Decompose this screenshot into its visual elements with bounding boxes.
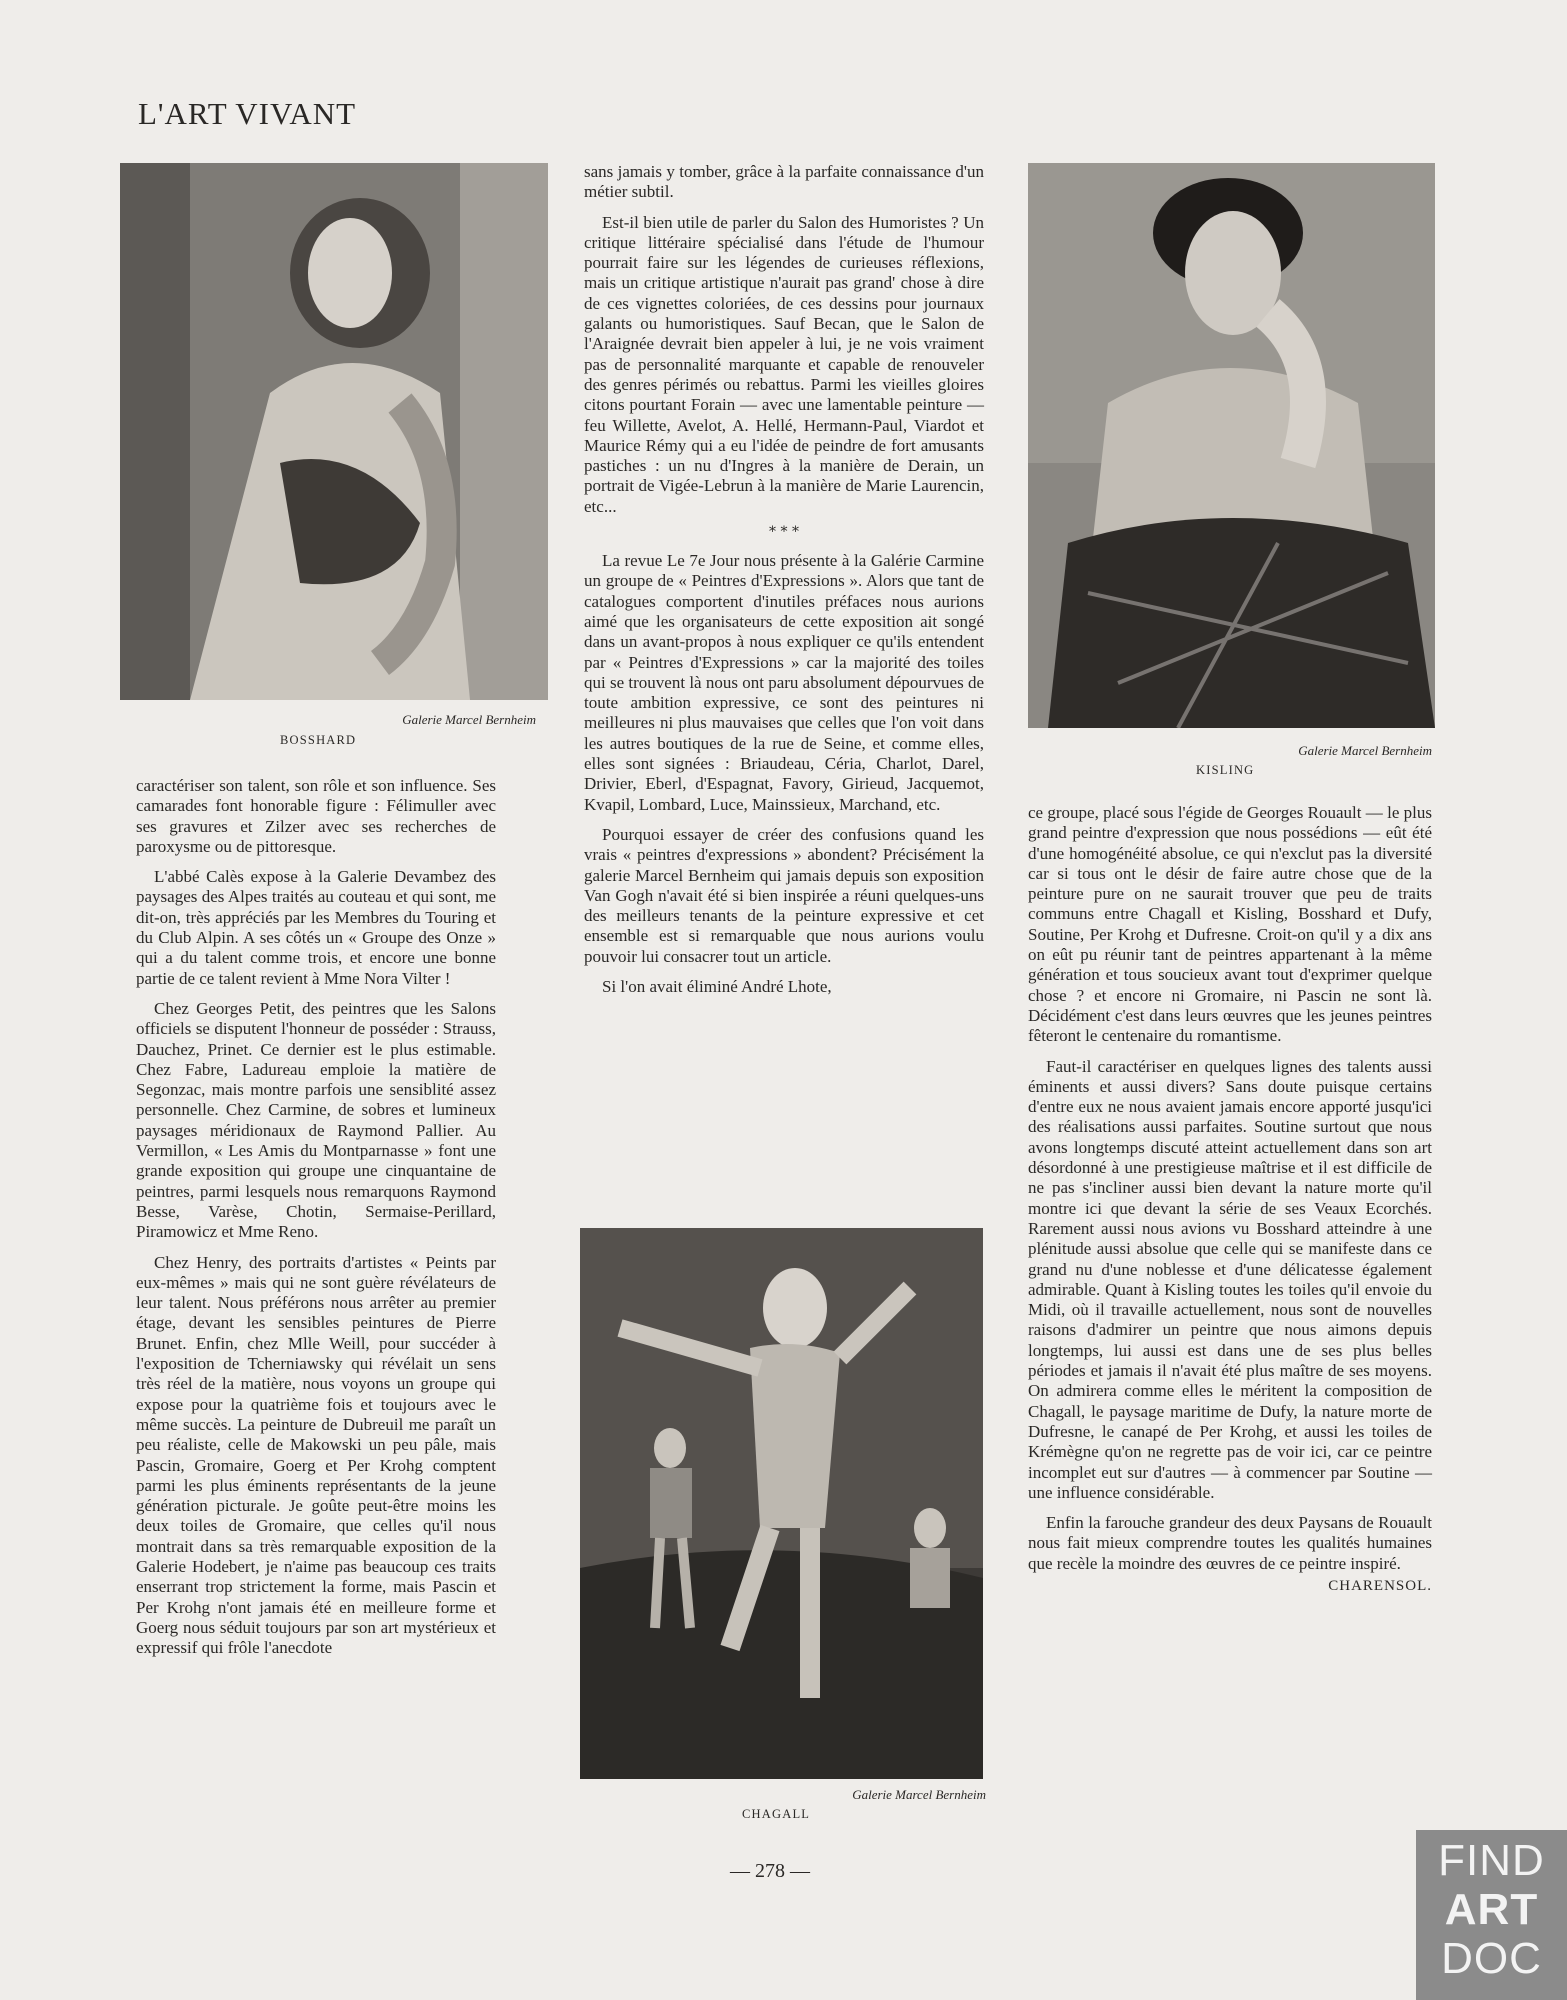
kisling-credit: Galerie Marcel Bernheim: [1298, 743, 1432, 758]
col2-paragraph-4: Pourquoi essayer de créer des confusions quand les vrais « peintres d'expressions » abondent? Précisément la galerie Marcel Bernheim qui jamais depuis son exposition Van Gogh n'avait été si bien inspirée a réuni quelques-uns des meilleurs tenants de la peinture expressive et cet ensemble est si remarquable que nous aurions voulu pouvoir lui consacrer tout un article.: [584, 824, 984, 966]
col3-paragraph-2: Faut-il caractériser en quelques lignes des talents aussi éminents et aussi divers? Sans doute puisque certains d'entre eux ne nous avaient jamais encore apporté jusqu'ici des réalisations aussi parfaites. Soutine surtout que nous avons longtemps discuté atteint actuellement dans son art désordonné à une prestigieuse maîtrise et il est difficile de ne pas s'incliner aussi bien devant la nature morte qu'il montre ici que devant la série de ses Veaux Ecorchés. Rarement aussi nous avions vu Bosshard atteindre à une plénitude aussi absolue que celle qui se manifeste dans ce grand nu d'une noblesse et d'une délicatesse également admirable. Quant à Kisling toutes les toiles qu'il envoie du Midi, où il travaille actuellement, nous sont de nouvelles raisons d'admirer un peintre que nous aimons depuis longtemps, lui aussi est dans une de ses plus belles périodes et jamais il n'avait été plus maître de ses moyens. On admirera comme elles le méritent la composition de Chagall, le paysage maritime de Dufy, la nature morte de Dufresne, le canapé de Per Krohg, et aussi les toiles de Krémègne qu'on ne regrette pas de voir ici, car ce peintre incomplet eut sur d'autres — à commencer par Soutine — une influence considérable.: [1028, 1056, 1432, 1502]
column-2-text: [584, 162, 984, 1007]
page-number: — 278 —: [730, 1860, 810, 1882]
kisling-caption: KISLING: [1196, 763, 1255, 777]
col2-paragraph-2: Est-il bien utile de parler du Salon des Humoristes ? Un critique littéraire spécialisé dans l'étude de l'humour pourrait faire sur les légendes de curieuses réflexions, mais un critique artistique n'aurait pas grand' chose à dire de ces vignettes coloriées, de ces dessins pour journaux galants ou humoristiques. Sauf Becan, que le Salon de l'Araignée devrait bien appeler à lui, je ne vois vraiment pas de personnalité marquante et capable de renouveler des genres périmés ou rebattus. Parmi les vieilles gloires citons pourtant Forain — avec une lamentable peinture — feu Willette, Avelot, A. Hellé, Hermann-Paul, Viardot et Maurice Rémy qui a eu l'idée de peindre de fort amusants pastiches : un nu d'Ingres à la manière de Derain, un portrait de Vigée-Lebrun à la manière de Marie Laurencin, etc...: [584, 212, 984, 516]
column-3-text: [1028, 803, 1432, 1595]
watermark-logo: [1416, 1830, 1567, 2000]
col2-paragraph-1: sans jamais y tomber, grâce à la parfaite connaissance d'un métier subtil.: [584, 162, 984, 202]
col1-paragraph-3: Chez Georges Petit, des peintres que les Salons officiels se disputent l'honneur de posséder : Strauss, Dauchez, Prinet. Ce dernier est le plus estimable. Chez Fabre, Ladureau emploie la matière de Segonzac, mais montre parfois une sensiblité assez personnelle. Chez Carmine, de sobres et lumineux paysages méridionaux de Raymond Pallier. Au Vermillon, « Les Amis du Montparnasse » font une grande exposition qui groupe une cinquantaine de peintres, parmi lesquels nous remarquons Raymond Besse, Varèse, Chotin, Sermaise-Perillard, Piramowicz et Mme Reno.: [136, 998, 496, 1242]
author-signature: CHARENSOL.: [1328, 1577, 1432, 1594]
col3-paragraph-1: ce groupe, placé sous l'égide de Georges Rouault — le plus grand peintre d'expression que nous possédions — eût été d'une homogénéité absolue, ce qui n'exclut pas la diversité car si tous ont le désir de faire autre chose que de la peinture pure on ne saurait trouver que peu de traits communs entre Chagall et Kisling, Bosshard et Dufy, Soutine, Per Krohg et Dufresne. Croit-on qu'il y a dix ans on eût pu réunir tant de peintres appartenant à la même génération et tous soucieux avant tout d'exprimer quelque chose ? et encore ni Gromaire, ni Pascin ne sont là. Décidément c'est dans leurs œuvres que les jeunes peintres fêteront le centenaire du romantisme.: [1028, 803, 1432, 1046]
watermark-line-3: DOC: [1441, 1934, 1542, 1983]
col1-paragraph-1: caractériser son talent, son rôle et son influence. Ses camarades font honorable figure : Félimuller avec ses gravures et Zilzer avec ses recherches de paroxysme ou de pittoresque.: [136, 776, 496, 856]
chagall-caption: CHAGALL: [742, 1807, 811, 1821]
chagall-painting-image: [580, 1228, 983, 1779]
col2-paragraph-5: Si l'on avait éliminé André Lhote,: [602, 976, 832, 996]
col3-paragraph-3: Enfin la farouche grandeur des deux Paysans de Rouault nous fait mieux comprendre toutes les qualités humaines que recèle la moindre des œuvres de ce peintre inspiré.: [1028, 1513, 1432, 1573]
watermark-line-1: FIND: [1438, 1836, 1545, 1885]
section-asterism: * * *: [769, 524, 799, 541]
running-title: L'ART VIVANT: [138, 96, 357, 131]
col2-paragraph-3: La revue Le 7e Jour nous présente à la Galérie Carmine un groupe de « Peintres d'Expressions ». Alors que tant de catalogues comportent d'inutiles préfaces nous aurions aimé que les organisateurs de cette exposition ait songé dans un avant-propos à nous expliquer ce qu'ils entendent par « Peintres d'Expressions » car la majorité des toiles qui se trouvent là nous ont paru absolument dépourvues de toute ambition expressive, ce sont des peintures ni meilleures ni plus mauvaises que celles que l'on voit dans les autres boutiques de la rue de Seine, et comme elles, elles sont signées : Briaudeau, Céria, Charlot, Darel, Drivier, Eberl, d'Espagnat, Favory, Girieud, Jacquemot, Kvapil, Lombard, Luce, Mainssieux, Marchand, etc.: [584, 551, 984, 814]
kisling-painting-image: [1028, 163, 1435, 728]
bosshard-caption: BOSSHARD: [280, 733, 357, 747]
col1-paragraph-4: Chez Henry, des portraits d'artistes « Peints par eux-mêmes » mais qui ne sont guère révélateurs de leur talent. Nous préférons nous arrêter au premier étage, devant les sensibles peintures de Pierre Brunet. Enfin, chez Mlle Weill, pour succéder à l'exposition de Tcherniawsky qui révélait un sens très réel de la matière, nous voyons un groupe qui expose pour la quatrième fois et toujours avec le même succès. La peinture de Dubreuil me paraît un peu réaliste, celle de Makowski un peu pâle, mais Pascin, Gromaire, Goerg et Per Krohg comptent parmi les plus éminents représentants de la jeune génération picturale. Je goûte peut-être moins les deux toiles de Gromaire, que celles qu'il nous montrait dans sa très remarquable exposition de la Galerie Hodebert, je n'aime pas beaucoup ces traits enserrant trop strictement la forme, mais Pascin et Per Krohg n'ont jamais été en meilleure forme et Goerg nous séduit toujours par son art mystérieux et expressif qui frôle l'anecdote: [136, 1252, 496, 1658]
column-1-text: [136, 776, 496, 1668]
col1-paragraph-2: L'abbé Calès expose à la Galerie Devambez des paysages des Alpes traités au couteau et qui sont, me dit-on, très appréciés par les Membres du Touring et du Club Alpin. A ses côtés un « Groupe des Onze » qui a du talent comme trois, et encore une bonne partie de ce talent revient à Mme Nora Vilter !: [136, 867, 496, 988]
chagall-credit: Galerie Marcel Bernheim: [852, 1787, 986, 1802]
watermark-line-2: ART: [1444, 1885, 1539, 1934]
bosshard-credit: Galerie Marcel Bernheim: [402, 712, 536, 727]
bosshard-painting-image: [120, 163, 548, 700]
